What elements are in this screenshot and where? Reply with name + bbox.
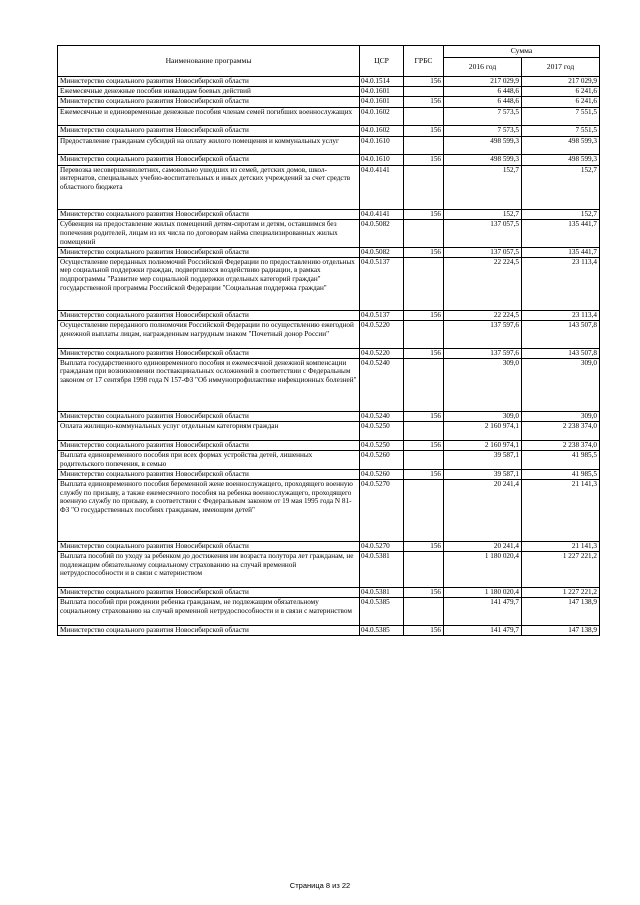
table-row bbox=[58, 77, 600, 87]
cell-csr: 04.0.1601 bbox=[360, 87, 404, 97]
table-row bbox=[58, 422, 600, 441]
cell-amount-2017: 498 599,3 bbox=[522, 136, 600, 155]
table-row bbox=[58, 155, 600, 165]
table-row bbox=[58, 321, 600, 348]
cell-csr: 04.0.5385 bbox=[360, 625, 404, 635]
cell-amount-2016: 1 180 020,4 bbox=[444, 552, 522, 588]
cell-program-name: Министерство социального развития Новосибирской области bbox=[58, 441, 360, 451]
cell-grbs bbox=[404, 165, 444, 210]
table-row bbox=[58, 348, 600, 358]
cell-amount-2017: 135 441,7 bbox=[522, 220, 600, 247]
cell-amount-2016: 7 573,5 bbox=[444, 126, 522, 136]
cell-amount-2016: 7 573,5 bbox=[444, 107, 522, 126]
cell-grbs bbox=[404, 257, 444, 310]
cell-csr: 04.0.5270 bbox=[360, 480, 404, 542]
cell-amount-2016: 22 224,5 bbox=[444, 311, 522, 321]
cell-grbs bbox=[404, 136, 444, 155]
cell-program-name: Выплата пособий по уходу за ребенком до достижения им возраста полутора лет гражданам, не подлежащим обязательному социальному страхованию на случай временной нетрудоспособности и в связи с материнством bbox=[58, 552, 360, 588]
cell-amount-2017: 41 985,5 bbox=[522, 470, 600, 480]
cell-amount-2017: 143 507,8 bbox=[522, 348, 600, 358]
cell-program-name: Осуществление переданного полномочия Российской Федерации по осуществлению ежегодной денежной выплаты лицам, награжденным нагрудным знаком "Почетный донор России" bbox=[58, 321, 360, 348]
cell-grbs: 156 bbox=[404, 588, 444, 598]
cell-program-name: Перевозка несовершеннолетних, самовольно ушедших из семей, детских домов, школ-интернатов, специальных учебно-воспитательных и иных детских учреждений за счет средств областного бюджета bbox=[58, 165, 360, 210]
cell-csr: 04.0.1610 bbox=[360, 136, 404, 155]
cell-csr: 04.0.4141 bbox=[360, 210, 404, 220]
cell-grbs: 156 bbox=[404, 77, 444, 87]
cell-amount-2017: 143 507,8 bbox=[522, 321, 600, 348]
cell-amount-2016: 141 479,7 bbox=[444, 598, 522, 625]
header-program-name: Наименование программы bbox=[58, 46, 360, 77]
cell-grbs bbox=[404, 321, 444, 348]
table-row bbox=[58, 126, 600, 136]
cell-amount-2017: 498 599,3 bbox=[522, 155, 600, 165]
cell-grbs: 156 bbox=[404, 311, 444, 321]
cell-amount-2017: 41 985,5 bbox=[522, 451, 600, 470]
cell-amount-2016: 137 057,5 bbox=[444, 247, 522, 257]
cell-grbs bbox=[404, 480, 444, 542]
cell-csr: 04.0.5220 bbox=[360, 321, 404, 348]
table-row bbox=[58, 87, 600, 97]
cell-amount-2017: 217 029,9 bbox=[522, 77, 600, 87]
cell-program-name: Министерство социального развития Новосибирской области bbox=[58, 97, 360, 107]
header-2017: 2017 год bbox=[522, 58, 600, 77]
cell-csr: 04.0.5082 bbox=[360, 220, 404, 247]
table-row bbox=[58, 358, 600, 411]
cell-amount-2017: 23 113,4 bbox=[522, 257, 600, 310]
cell-program-name: Ежемесячные и единовременные денежные пособия членам семей погибших военнослужащих bbox=[58, 107, 360, 126]
cell-grbs bbox=[404, 87, 444, 97]
page-number: Страница 8 из 22 bbox=[289, 881, 351, 890]
cell-amount-2016: 2 160 974,1 bbox=[444, 441, 522, 451]
cell-csr: 04.0.5240 bbox=[360, 412, 404, 422]
table-row bbox=[58, 480, 600, 542]
cell-csr: 04.0.5260 bbox=[360, 451, 404, 470]
cell-amount-2016: 20 241,4 bbox=[444, 541, 522, 551]
cell-program-name: Министерство социального развития Новосибирской области bbox=[58, 541, 360, 551]
cell-csr: 04.0.1602 bbox=[360, 126, 404, 136]
cell-program-name: Министерство социального развития Новосибирской области bbox=[58, 348, 360, 358]
cell-program-name: Министерство социального развития Новосибирской области bbox=[58, 155, 360, 165]
cell-amount-2016: 6 448,6 bbox=[444, 87, 522, 97]
cell-program-name: Выплата государственного единовременного пособия и ежемесячной денежной компенсации гражданам при возникновении поствакцинальных осложнений в соответствии с Федеральным законом от 17 сентября 1998 года N 157-ФЗ "Об иммунопрофилактике инфекционных болезней" bbox=[58, 358, 360, 411]
table-row bbox=[58, 257, 600, 310]
cell-program-name: Министерство социального развития Новосибирской области bbox=[58, 412, 360, 422]
cell-amount-2016: 137 597,6 bbox=[444, 321, 522, 348]
cell-grbs: 156 bbox=[404, 97, 444, 107]
table-body bbox=[58, 77, 600, 636]
cell-amount-2016: 2 160 974,1 bbox=[444, 422, 522, 441]
cell-csr: 04.0.1601 bbox=[360, 97, 404, 107]
cell-grbs: 156 bbox=[404, 441, 444, 451]
cell-grbs: 156 bbox=[404, 470, 444, 480]
table-row bbox=[58, 107, 600, 126]
cell-program-name: Субвенция на предоставление жилых помещений детям-сиротам и детям, оставшимся без попечения родителей, лицам из их числа по договорам найма специализированных жилых помещений bbox=[58, 220, 360, 247]
cell-csr: 04.0.5250 bbox=[360, 422, 404, 441]
cell-amount-2017: 147 138,9 bbox=[522, 598, 600, 625]
cell-amount-2016: 141 479,7 bbox=[444, 625, 522, 635]
cell-amount-2017: 1 227 221,2 bbox=[522, 552, 600, 588]
cell-grbs: 156 bbox=[404, 348, 444, 358]
cell-csr: 04.0.4141 bbox=[360, 165, 404, 210]
cell-grbs bbox=[404, 598, 444, 625]
table-row bbox=[58, 210, 600, 220]
cell-program-name: Министерство социального развития Новосибирской области bbox=[58, 311, 360, 321]
table-row bbox=[58, 220, 600, 247]
cell-amount-2016: 309,0 bbox=[444, 412, 522, 422]
cell-csr: 04.0.5220 bbox=[360, 348, 404, 358]
cell-amount-2017: 2 238 374,0 bbox=[522, 441, 600, 451]
cell-csr: 04.0.5082 bbox=[360, 247, 404, 257]
cell-amount-2017: 309,0 bbox=[522, 358, 600, 411]
cell-program-name: Оплата жилищно-коммунальных услуг отдельным категориям граждан bbox=[58, 422, 360, 441]
table-row bbox=[58, 588, 600, 598]
table-row bbox=[58, 541, 600, 551]
table-row bbox=[58, 625, 600, 635]
header-sum: Сумма bbox=[444, 46, 600, 58]
cell-grbs: 156 bbox=[404, 247, 444, 257]
cell-grbs: 156 bbox=[404, 126, 444, 136]
cell-csr: 04.0.5381 bbox=[360, 552, 404, 588]
cell-grbs: 156 bbox=[404, 155, 444, 165]
cell-grbs bbox=[404, 107, 444, 126]
cell-program-name: Министерство социального развития Новосибирской области bbox=[58, 126, 360, 136]
table-row bbox=[58, 412, 600, 422]
cell-amount-2016: 6 448,6 bbox=[444, 97, 522, 107]
table-row bbox=[58, 97, 600, 107]
table-row bbox=[58, 441, 600, 451]
cell-grbs: 156 bbox=[404, 412, 444, 422]
cell-amount-2016: 39 587,1 bbox=[444, 470, 522, 480]
cell-grbs bbox=[404, 422, 444, 441]
cell-csr: 04.0.1610 bbox=[360, 155, 404, 165]
header-csr: ЦСР bbox=[360, 46, 404, 77]
table-row bbox=[58, 247, 600, 257]
cell-amount-2017: 152,7 bbox=[522, 165, 600, 210]
cell-grbs: 156 bbox=[404, 541, 444, 551]
table-row bbox=[58, 552, 600, 588]
header-grbs: ГРБС bbox=[404, 46, 444, 77]
cell-amount-2016: 137 597,6 bbox=[444, 348, 522, 358]
cell-csr: 04.0.5137 bbox=[360, 311, 404, 321]
cell-amount-2017: 7 551,5 bbox=[522, 107, 600, 126]
cell-amount-2017: 2 238 374,0 bbox=[522, 422, 600, 441]
cell-amount-2016: 22 224,5 bbox=[444, 257, 522, 310]
table-row bbox=[58, 470, 600, 480]
cell-program-name: Министерство социального развития Новосибирской области bbox=[58, 588, 360, 598]
cell-program-name: Министерство социального развития Новосибирской области bbox=[58, 247, 360, 257]
cell-amount-2016: 152,7 bbox=[444, 165, 522, 210]
cell-program-name: Выплата пособий при рождении ребенка гражданам, не подлежащим обязательному социальному страхованию на случай временной нетрудоспособности и в связи с материнством bbox=[58, 598, 360, 625]
cell-amount-2017: 23 113,4 bbox=[522, 311, 600, 321]
table-header bbox=[58, 46, 600, 77]
cell-program-name: Предоставление гражданам субсидий на оплату жилого помещения и коммунальных услуг bbox=[58, 136, 360, 155]
cell-program-name: Выплата единовременного пособия беременной жене военнослужащего, проходящего военную службу по призыву, а также ежемесячного пособия на ребенка военнослужащего, проходящего военную службу по призыву, в соответствии с Федеральным законом от 19 мая 1995 года N 81-ФЗ "О государственных пособиях гражданам, имеющим детей" bbox=[58, 480, 360, 542]
cell-amount-2016: 39 587,1 bbox=[444, 451, 522, 470]
cell-grbs: 156 bbox=[404, 625, 444, 635]
cell-amount-2017: 21 141,3 bbox=[522, 541, 600, 551]
cell-amount-2016: 137 057,5 bbox=[444, 220, 522, 247]
budget-table bbox=[57, 45, 600, 636]
cell-program-name: Министерство социального развития Новосибирской области bbox=[58, 77, 360, 87]
cell-grbs bbox=[404, 451, 444, 470]
cell-amount-2017: 309,0 bbox=[522, 412, 600, 422]
table-row bbox=[58, 136, 600, 155]
cell-amount-2016: 152,7 bbox=[444, 210, 522, 220]
cell-csr: 04.0.5270 bbox=[360, 541, 404, 551]
cell-amount-2017: 7 551,5 bbox=[522, 126, 600, 136]
cell-grbs bbox=[404, 220, 444, 247]
header-2016: 2016 год bbox=[444, 58, 522, 77]
cell-amount-2016: 498 599,3 bbox=[444, 155, 522, 165]
cell-grbs bbox=[404, 358, 444, 411]
table-row bbox=[58, 311, 600, 321]
cell-amount-2017: 152,7 bbox=[522, 210, 600, 220]
cell-csr: 04.0.5250 bbox=[360, 441, 404, 451]
cell-csr: 04.0.5137 bbox=[360, 257, 404, 310]
cell-csr: 04.0.1514 bbox=[360, 77, 404, 87]
cell-amount-2016: 309,0 bbox=[444, 358, 522, 411]
cell-program-name: Министерство социального развития Новосибирской области bbox=[58, 210, 360, 220]
cell-amount-2016: 20 241,4 bbox=[444, 480, 522, 542]
cell-program-name: Выплата единовременного пособия при всех формах устройства детей, лишенных родительского попечения, в семью bbox=[58, 451, 360, 470]
cell-program-name: Министерство социального развития Новосибирской области bbox=[58, 470, 360, 480]
cell-amount-2017: 1 227 221,2 bbox=[522, 588, 600, 598]
cell-amount-2017: 6 241,6 bbox=[522, 97, 600, 107]
cell-amount-2016: 217 029,9 bbox=[444, 77, 522, 87]
table-row bbox=[58, 451, 600, 470]
cell-amount-2017: 21 141,3 bbox=[522, 480, 600, 542]
cell-amount-2016: 1 180 020,4 bbox=[444, 588, 522, 598]
table-row bbox=[58, 598, 600, 625]
cell-amount-2016: 498 599,3 bbox=[444, 136, 522, 155]
cell-amount-2017: 135 441,7 bbox=[522, 247, 600, 257]
cell-program-name: Осуществление переданных полномочий Российской Федерации по предоставлению отдельных мер социальной поддержки граждан, подвергшихся воздействию радиации, в рамках подпрограммы "Развитие мер социальной поддержки отдельных категорий граждан" государственной программы Российской Федерации "Социальная поддержка граждан" bbox=[58, 257, 360, 310]
cell-program-name: Министерство социального развития Новосибирской области bbox=[58, 625, 360, 635]
cell-csr: 04.0.5260 bbox=[360, 470, 404, 480]
cell-csr: 04.0.5381 bbox=[360, 588, 404, 598]
cell-amount-2017: 6 241,6 bbox=[522, 87, 600, 97]
cell-csr: 04.0.5240 bbox=[360, 358, 404, 411]
cell-csr: 04.0.5385 bbox=[360, 598, 404, 625]
cell-csr: 04.0.1602 bbox=[360, 107, 404, 126]
cell-program-name: Ежемесячные денежные пособия инвалидам боевых действий bbox=[58, 87, 360, 97]
cell-amount-2017: 147 138,9 bbox=[522, 625, 600, 635]
table-row bbox=[58, 165, 600, 210]
cell-grbs bbox=[404, 552, 444, 588]
cell-grbs: 156 bbox=[404, 210, 444, 220]
